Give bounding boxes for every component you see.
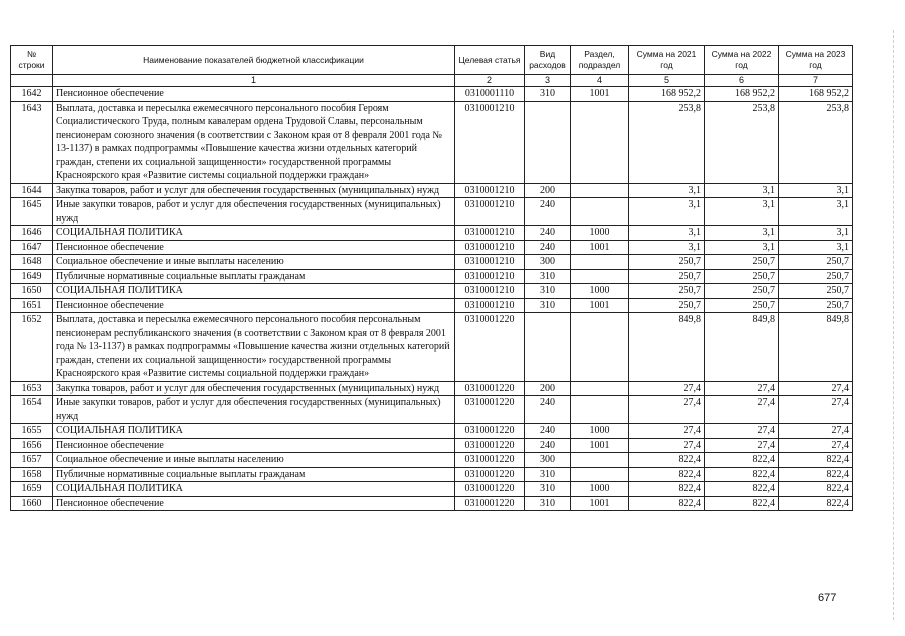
row-number-cell: 1651 [11,298,53,313]
target-article-cell: 0310001220 [455,381,525,396]
scan-edge-line [893,30,894,620]
expense-type-cell: 310 [525,87,571,102]
section-cell: 1001 [571,438,629,453]
sum-2023-cell: 250,7 [779,284,853,299]
expense-type-cell: 300 [525,453,571,468]
row-number-cell: 1642 [11,87,53,102]
sum-2021-cell: 822,4 [629,482,705,497]
row-number-cell: 1649 [11,269,53,284]
sum-2022-cell: 822,4 [705,496,779,511]
sum-2022-cell: 250,7 [705,269,779,284]
target-article-cell: 0310001110 [455,87,525,102]
row-number-cell: 1643 [11,101,53,183]
column-number-cell: 3 [525,75,571,87]
expense-type-cell: 310 [525,482,571,497]
sum-2023-cell: 27,4 [779,381,853,396]
target-article-cell: 0310001210 [455,298,525,313]
indicator-name-cell: СОЦИАЛЬНАЯ ПОЛИТИКА [53,424,455,439]
row-number-cell: 1656 [11,438,53,453]
expense-type-cell: 240 [525,240,571,255]
expense-type-cell: 240 [525,396,571,424]
indicator-name-cell: Пенсионное обеспечение [53,87,455,102]
section-cell: 1000 [571,482,629,497]
sum-2023-cell: 822,4 [779,496,853,511]
indicator-name-cell: Пенсионное обеспечение [53,240,455,255]
sum-2021-cell: 253,8 [629,101,705,183]
sum-2021-cell: 27,4 [629,438,705,453]
sum-2022-cell: 822,4 [705,482,779,497]
sum-2023-cell: 250,7 [779,269,853,284]
expense-type-cell: 240 [525,424,571,439]
section-cell [571,396,629,424]
section-cell [571,467,629,482]
sum-2021-cell: 250,7 [629,269,705,284]
sum-2023-cell: 3,1 [779,240,853,255]
table-row [11,467,853,482]
table-row [11,240,853,255]
target-article-cell: 0310001220 [455,453,525,468]
table-row [11,255,853,270]
target-article-cell: 0310001210 [455,284,525,299]
indicator-name-cell: Закупка товаров, работ и услуг для обеспечения государственных (муниципальных) нужд [53,381,455,396]
sum-2023-cell: 3,1 [779,198,853,226]
sum-2021-cell: 168 952,2 [629,87,705,102]
sum-2021-cell: 250,7 [629,298,705,313]
section-cell: 1001 [571,87,629,102]
row-number-cell: 1645 [11,198,53,226]
section-cell: 1000 [571,284,629,299]
sum-2021-cell: 27,4 [629,381,705,396]
section-cell: 1001 [571,298,629,313]
section-cell [571,269,629,284]
header-sum-2021: Сумма на 2021 год [629,46,705,75]
target-article-cell: 0310001210 [455,255,525,270]
indicator-name-cell: Публичные нормативные социальные выплаты гражданам [53,269,455,284]
sum-2023-cell: 27,4 [779,396,853,424]
row-number-cell: 1652 [11,313,53,382]
sum-2022-cell: 250,7 [705,255,779,270]
target-article-cell: 0310001210 [455,269,525,284]
row-number-cell: 1658 [11,467,53,482]
table-row [11,198,853,226]
sum-2022-cell: 822,4 [705,467,779,482]
section-cell [571,183,629,198]
target-article-cell: 0310001220 [455,438,525,453]
expense-type-cell: 310 [525,269,571,284]
column-number-cell: 7 [779,75,853,87]
table-row [11,284,853,299]
table-row [11,269,853,284]
column-number-cell: 1 [53,75,455,87]
target-article-cell: 0310001210 [455,198,525,226]
expense-type-cell [525,101,571,183]
table-row [11,87,853,102]
sum-2023-cell: 27,4 [779,424,853,439]
row-number-cell: 1647 [11,240,53,255]
sum-2023-cell: 3,1 [779,226,853,241]
expense-type-cell: 240 [525,438,571,453]
section-cell [571,313,629,382]
sum-2021-cell: 3,1 [629,240,705,255]
section-cell: 1001 [571,240,629,255]
expense-type-cell: 200 [525,381,571,396]
header-sum-2023: Сумма на 2023 год [779,46,853,75]
row-number-cell: 1650 [11,284,53,299]
section-cell [571,453,629,468]
header-target-article: Целевая статья [455,46,525,75]
expense-type-cell [525,313,571,382]
indicator-name-cell: Пенсионное обеспечение [53,496,455,511]
sum-2021-cell: 27,4 [629,396,705,424]
expense-type-cell: 310 [525,467,571,482]
column-number-row [11,75,853,87]
sum-2021-cell: 3,1 [629,198,705,226]
indicator-name-cell: Публичные нормативные социальные выплаты гражданам [53,467,455,482]
sum-2023-cell: 3,1 [779,183,853,198]
sum-2022-cell: 3,1 [705,198,779,226]
table-row [11,396,853,424]
target-article-cell: 0310001220 [455,313,525,382]
indicator-name-cell: Выплата, доставка и пересылка ежемесячного персонального пособия персональным пенсионерам республиканского значения (в соответствии с Законом края от 8 февраля 2001 года № 13-1137) в рамках подпрограммы «Повышение качества жизни отдельных категорий граждан, степени их социальной защищенности» государственной программы Красноярского края «Развитие системы социальной поддержки граждан» [53,313,455,382]
sum-2022-cell: 27,4 [705,424,779,439]
indicator-name-cell: СОЦИАЛЬНАЯ ПОЛИТИКА [53,482,455,497]
table-row [11,101,853,183]
column-number-cell: 4 [571,75,629,87]
expense-type-cell: 240 [525,198,571,226]
column-number-cell: 6 [705,75,779,87]
table-row [11,453,853,468]
sum-2021-cell: 822,4 [629,453,705,468]
target-article-cell: 0310001220 [455,467,525,482]
sum-2022-cell: 3,1 [705,183,779,198]
indicator-name-cell: СОЦИАЛЬНАЯ ПОЛИТИКА [53,226,455,241]
header-indicator-name: Наименование показателей бюджетной классификации [53,46,455,75]
sum-2021-cell: 27,4 [629,424,705,439]
page-number: 677 [818,592,837,604]
indicator-name-cell: СОЦИАЛЬНАЯ ПОЛИТИКА [53,284,455,299]
sum-2021-cell: 250,7 [629,284,705,299]
sum-2022-cell: 253,8 [705,101,779,183]
header-section: Раздел, подраздел [571,46,629,75]
table-row [11,298,853,313]
sum-2023-cell: 822,4 [779,453,853,468]
sum-2022-cell: 3,1 [705,240,779,255]
sum-2021-cell: 3,1 [629,226,705,241]
table-row [11,438,853,453]
row-number-cell: 1644 [11,183,53,198]
table-row [11,183,853,198]
section-cell [571,198,629,226]
section-cell: 1000 [571,226,629,241]
sum-2023-cell: 822,4 [779,482,853,497]
target-article-cell: 0310001210 [455,183,525,198]
sum-2021-cell: 822,4 [629,467,705,482]
row-number-cell: 1660 [11,496,53,511]
sum-2023-cell: 253,8 [779,101,853,183]
sum-2022-cell: 250,7 [705,298,779,313]
expense-type-cell: 310 [525,284,571,299]
target-article-cell: 0310001220 [455,496,525,511]
sum-2023-cell: 849,8 [779,313,853,382]
target-article-cell: 0310001210 [455,240,525,255]
column-number-cell [11,75,53,87]
row-number-cell: 1659 [11,482,53,497]
table-header [11,46,853,75]
sum-2023-cell: 168 952,2 [779,87,853,102]
target-article-cell: 0310001220 [455,424,525,439]
table-row [11,226,853,241]
expense-type-cell: 310 [525,496,571,511]
sum-2021-cell: 849,8 [629,313,705,382]
indicator-name-cell: Пенсионное обеспечение [53,298,455,313]
indicator-name-cell: Социальное обеспечение и иные выплаты населению [53,255,455,270]
section-cell [571,381,629,396]
budget-table [10,45,853,511]
sum-2023-cell: 27,4 [779,438,853,453]
target-article-cell: 0310001210 [455,226,525,241]
sum-2021-cell: 3,1 [629,183,705,198]
row-number-cell: 1648 [11,255,53,270]
sum-2022-cell: 3,1 [705,226,779,241]
table-row [11,424,853,439]
header-sum-2022: Сумма на 2022 год [705,46,779,75]
sum-2022-cell: 168 952,2 [705,87,779,102]
section-cell: 1001 [571,496,629,511]
row-number-cell: 1654 [11,396,53,424]
header-expense-type: Вид расходов [525,46,571,75]
indicator-name-cell: Закупка товаров, работ и услуг для обеспечения государственных (муниципальных) нужд [53,183,455,198]
table-row [11,482,853,497]
sum-2022-cell: 27,4 [705,396,779,424]
sum-2022-cell: 27,4 [705,438,779,453]
sum-2022-cell: 27,4 [705,381,779,396]
column-number-cell: 5 [629,75,705,87]
indicator-name-cell: Социальное обеспечение и иные выплаты населению [53,453,455,468]
section-cell [571,101,629,183]
row-number-cell: 1655 [11,424,53,439]
column-number-cell: 2 [455,75,525,87]
target-article-cell: 0310001220 [455,396,525,424]
table-body [11,75,853,511]
sum-2023-cell: 822,4 [779,467,853,482]
row-number-cell: 1646 [11,226,53,241]
expense-type-cell: 240 [525,226,571,241]
budget-table-container [10,45,852,511]
indicator-name-cell: Выплата, доставка и пересылка ежемесячного персонального пособия Героям Социалистического Труда, полным кавалерам ордена Трудовой Славы, персональным пенсионерам союзного значения (в соответствии с Законом края от 8 февраля 2001 года № 13-1137) в рамках подпрограммы «Повышение качества жизни отдельных категорий граждан, степени их социальной защищенности» государственной программы Красноярского края «Развитие системы социальной поддержки граждан» [53,101,455,183]
sum-2023-cell: 250,7 [779,298,853,313]
target-article-cell: 0310001210 [455,101,525,183]
table-row [11,496,853,511]
target-article-cell: 0310001220 [455,482,525,497]
header-row-number: № строки [11,46,53,75]
table-row [11,381,853,396]
expense-type-cell: 300 [525,255,571,270]
expense-type-cell: 200 [525,183,571,198]
section-cell: 1000 [571,424,629,439]
section-cell [571,255,629,270]
row-number-cell: 1657 [11,453,53,468]
row-number-cell: 1653 [11,381,53,396]
expense-type-cell: 310 [525,298,571,313]
sum-2022-cell: 250,7 [705,284,779,299]
indicator-name-cell: Иные закупки товаров, работ и услуг для обеспечения государственных (муниципальных) нужд [53,396,455,424]
sum-2023-cell: 250,7 [779,255,853,270]
indicator-name-cell: Иные закупки товаров, работ и услуг для обеспечения государственных (муниципальных) нужд [53,198,455,226]
table-row [11,313,853,382]
sum-2021-cell: 822,4 [629,496,705,511]
indicator-name-cell: Пенсионное обеспечение [53,438,455,453]
sum-2021-cell: 250,7 [629,255,705,270]
sum-2022-cell: 849,8 [705,313,779,382]
sum-2022-cell: 822,4 [705,453,779,468]
